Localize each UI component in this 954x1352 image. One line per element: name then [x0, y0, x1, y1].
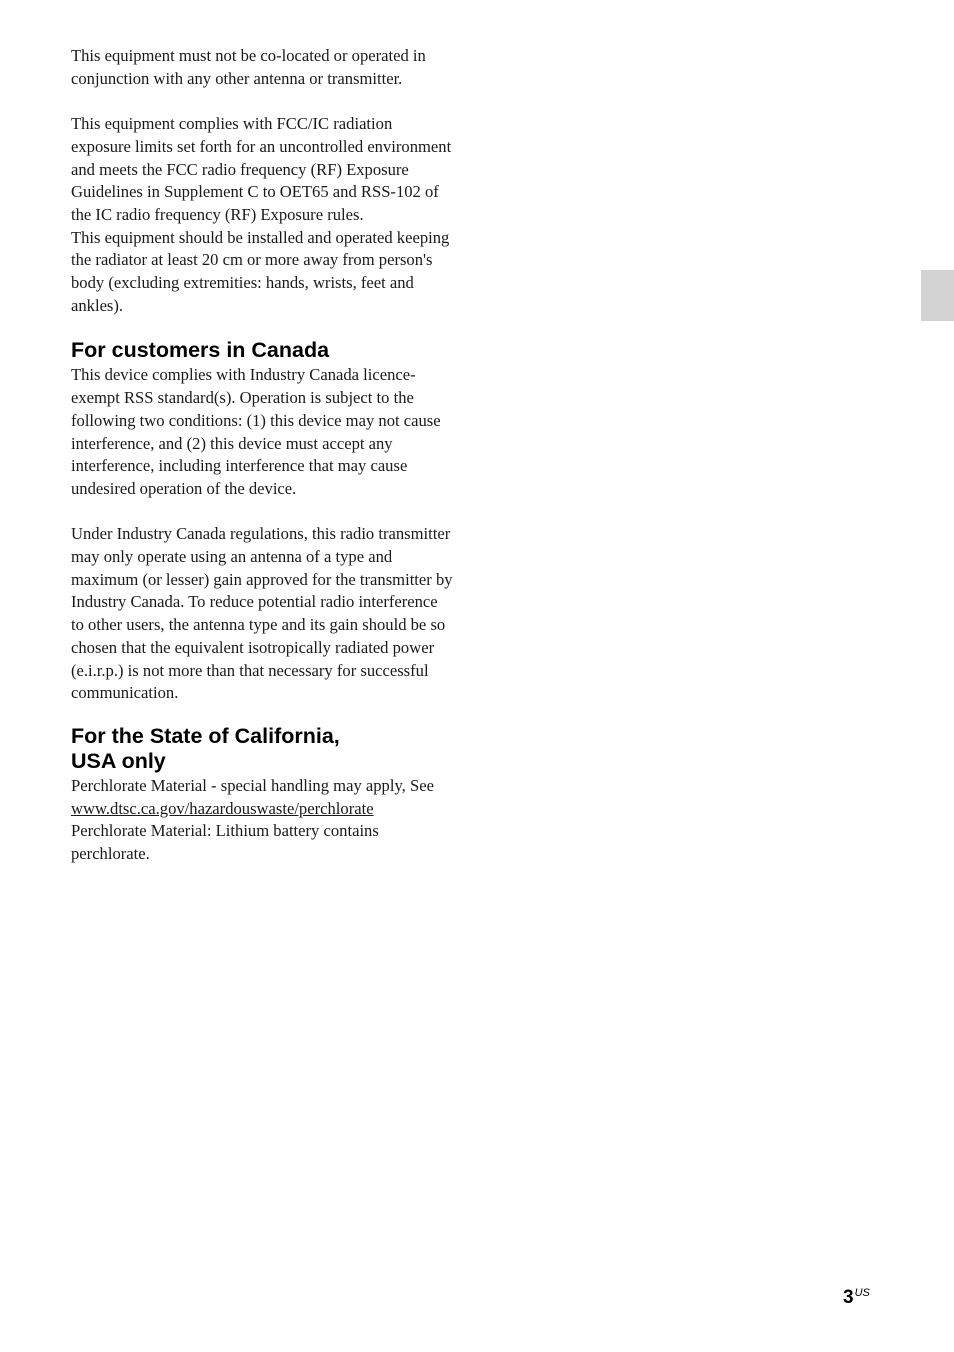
intro-paragraph-installation-distance: This equipment should be installed and operated keeping the radiator at least 20 cm or more away from person's body (excluding extremities: hands, wrists, feet and ankles). — [71, 227, 450, 315]
page-number — [843, 1281, 870, 1310]
paragraph-spacer — [71, 90, 453, 113]
canada-paragraph-antenna-regulations: Under Industry Canada regulations, this radio transmitter may only operate using an antenna of a type and maximum (or lesser) gain approved for the transmitter by Industry Canada. To reduce potential radio interference to other users, the antenna type and its gain should be so chosen that the equivalent isotropically radiated power (e.i.r.p.) is not more than that necessary for successful communication. — [71, 524, 453, 703]
california-section-heading — [71, 724, 453, 774]
intro-paragraph-exposure-limits: This equipment complies with FCC/IC radiation exposure limits set forth for an uncontrolled environment and meets the FCC radio frequency (RF) Exposure Guidelines in Supplement C to OET65 and RSS-102 of the IC radio frequency (RF) Exposure rules. — [71, 114, 452, 224]
california-paragraph-battery: Perchlorate Material: Lithium battery contains perchlorate. — [71, 821, 379, 864]
paragraph-spacer — [71, 501, 453, 524]
section-tab-marker — [921, 270, 954, 321]
california-link-container — [71, 798, 453, 821]
canada-paragraph-compliance: This device complies with Industry Canada licence-exempt RSS standard(s). Operation is subject to the following two conditions: (1) this device may not cause interference, and (2) this device must accept any interference, including interference that may cause undesired operation of the device. — [71, 365, 441, 498]
dtsc-perchlorate-link[interactable]: www.dtsc.ca.gov/hazardouswaste/perchlorate — [71, 798, 374, 818]
page-number-suffix: US — [854, 1287, 870, 1299]
intro-paragraph-colocation: This equipment must not be co-located or operated in conjunction with any other antenna or transmitter. — [71, 46, 426, 88]
page-number-value: 3 — [843, 1287, 854, 1308]
california-paragraph-perchlorate-notice: Perchlorate Material - special handling may apply, See — [71, 775, 434, 795]
california-heading-line-2: USA only — [71, 748, 166, 773]
canada-section-heading: For customers in Canada — [71, 338, 330, 363]
california-heading-line-1: For the State of California, — [71, 723, 340, 748]
main-text-column — [71, 45, 453, 866]
